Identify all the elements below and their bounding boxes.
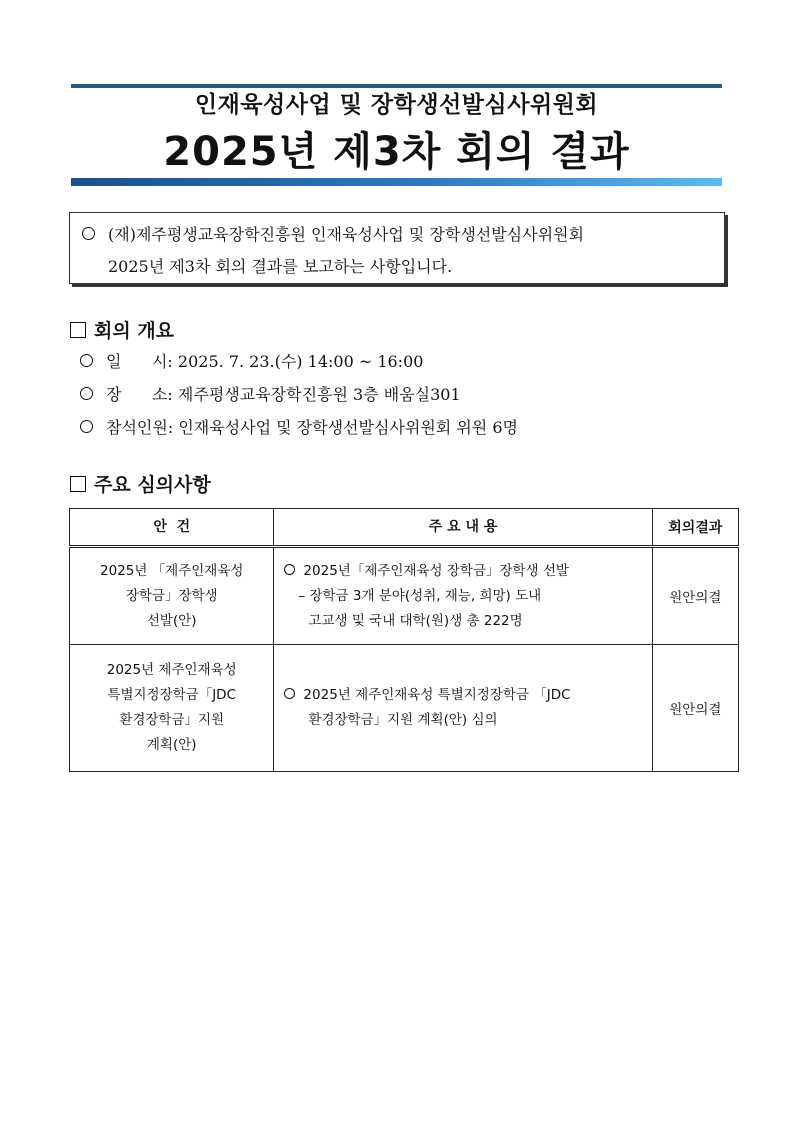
- agenda-result-cell: 원안의결: [652, 547, 738, 645]
- page-title-line2: 2025년 제3차 회의 결과: [163, 129, 630, 175]
- overview-item-datetime: 일 시: 2025. 7. 23.(수) 14:00 ~ 16:00: [80, 349, 423, 372]
- agenda-result-cell: 원안의결: [652, 645, 738, 772]
- circle-bullet-icon: [80, 387, 93, 400]
- agenda-item-cell: 2025년 「제주인재육성 장학금」장학생 선발(안): [70, 547, 274, 645]
- overview-item-location: 장 소: 제주평생교육장학진흥원 3층 배움실301: [80, 382, 461, 405]
- summary-box: [69, 212, 725, 284]
- section-heading-overview: 회의 개요: [70, 316, 174, 343]
- agenda-table: [69, 508, 739, 772]
- summary-line-2: 2025년 제3차 회의 결과를 보고하는 사항입니다.: [108, 257, 453, 276]
- column-header-item: 안 건: [70, 509, 274, 547]
- column-header-result: 회의결과: [652, 509, 738, 547]
- circle-bullet-icon: [80, 354, 93, 367]
- square-bullet-icon: [70, 476, 86, 492]
- circle-bullet-icon: [284, 688, 295, 699]
- agenda-content-cell: 2025년「제주인재육성 장학금」장학생 선발 – 장학금 3개 분야(성취, 재능, 희망) 도내 고교생 및 국내 대학(원)생 총 222명: [274, 547, 652, 645]
- agenda-item-cell: 2025년 제주인재육성 특별지정장학금「JDC 환경장학금」지원 계획(안): [70, 645, 274, 772]
- agenda-content-cell: 2025년 제주인재육성 특별지정장학금 「JDC 환경장학금」지원 계획(안) 심의: [274, 645, 652, 772]
- table-header-row: [70, 509, 739, 547]
- table-row: [70, 547, 739, 645]
- table-row: [70, 645, 739, 772]
- summary-line-1: (재)제주평생교육장학진흥원 인재육성사업 및 장학생선발심사위원회: [82, 222, 584, 245]
- column-header-content: 주 요 내 용: [274, 509, 652, 547]
- overview-item-attendees: 참석인원: 인재육성사업 및 장학생선발심사위원회 위원 6명: [80, 415, 518, 438]
- circle-bullet-icon: [80, 420, 93, 433]
- circle-bullet-icon: [82, 227, 95, 240]
- section-heading-agenda: 주요 심의사항: [70, 470, 211, 497]
- square-bullet-icon: [70, 322, 86, 338]
- title-bottom-gradient-bar: [71, 178, 722, 186]
- circle-bullet-icon: [284, 564, 295, 575]
- page-title-line1: 인재육성사업 및 장학생선발심사위원회: [194, 92, 599, 118]
